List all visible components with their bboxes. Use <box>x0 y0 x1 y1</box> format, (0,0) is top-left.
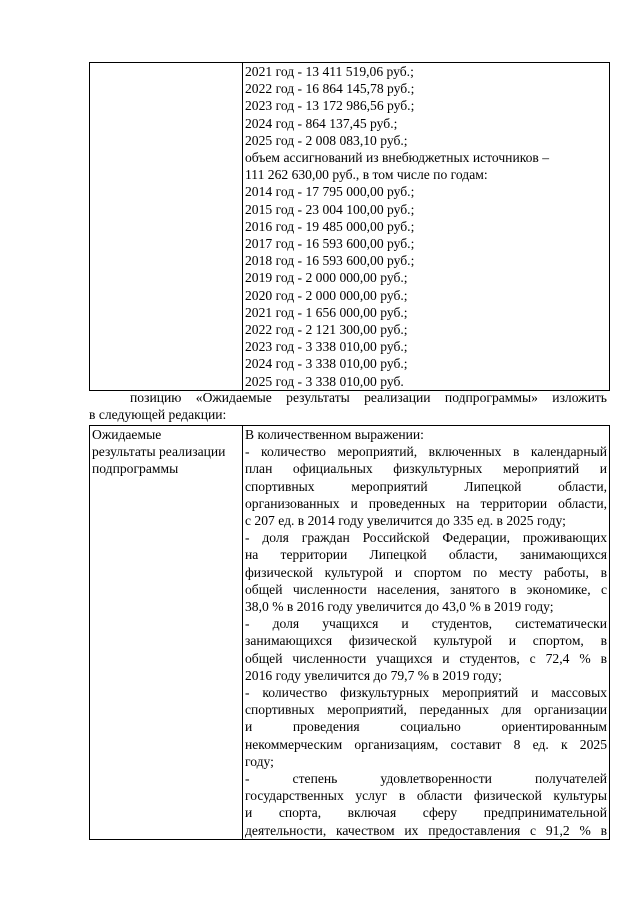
funding-line: 2015 год - 23 004 100,00 руб.; <box>245 201 415 217</box>
result-line: на территории Липецкой области, занимающихся <box>245 547 607 563</box>
result-line: государственных услуг в области физической культуры <box>245 788 607 804</box>
result-line: - количество мероприятий, включенных в календарный <box>245 444 607 460</box>
funding-line: 2024 год - 864 137,45 руб.; <box>245 115 398 131</box>
paragraph-line: позицию «Ожидаемые результаты реализации подпрограммы» изложить <box>130 390 607 405</box>
row-label-line: подпрограммы <box>92 461 179 477</box>
funding-line: 2021 год - 1 656 000,00 руб.; <box>245 304 408 320</box>
funding-line: 111 262 630,00 руб., в том числе по годам: <box>245 167 488 183</box>
funding-line: 2022 год - 2 121 300,00 руб.; <box>245 322 408 338</box>
funding-line: 2018 год - 16 593 600,00 руб.; <box>245 253 415 269</box>
result-line: - доля граждан Российской Федерации, проживающих <box>245 530 607 546</box>
result-line: В количественном выражении: <box>245 427 424 442</box>
table-row <box>90 63 610 391</box>
result-line: организованных и проведенных на территории области, <box>245 495 607 511</box>
funding-line: 2019 год - 2 000 000,00 руб.; <box>245 270 408 286</box>
instruction-paragraph <box>89 389 607 423</box>
table-cell-left <box>90 426 243 840</box>
funding-line: 2024 год - 3 338 010,00 руб.; <box>245 356 408 372</box>
result-line: общей численности учащихся и студентов, с 72,4 % в <box>245 650 607 666</box>
result-line: - степень удовлетворенности получателей <box>245 771 607 787</box>
funding-line: 2014 год - 17 795 000,00 руб.; <box>245 184 415 200</box>
funding-line: объем ассигнований из внебюджетных источников – <box>245 150 550 166</box>
result-line: и проведения социально ориентированным <box>245 719 607 735</box>
funding-line: 2023 год - 3 338 010,00 руб.; <box>245 339 408 355</box>
table-cell-right <box>243 426 610 840</box>
funding-line: 2021 год - 13 411 519,06 руб.; <box>245 64 414 79</box>
expected-results-table <box>89 425 610 840</box>
result-line: - количество физкультурных мероприятий и массовых <box>245 685 607 701</box>
table-cell-right <box>243 63 610 391</box>
result-line: общей численности населения, занятого в экономике, с <box>245 581 607 597</box>
result-line: 38,0 % в 2016 году увеличится до 43,0 % в 2019 году; <box>245 599 554 615</box>
result-line: план официальных физкультурных мероприятий и <box>245 461 607 477</box>
table-cell-left <box>90 63 243 391</box>
funding-line: 2023 год - 13 172 986,56 руб.; <box>245 98 415 114</box>
result-line: некоммерческим организациям, составит 8 ед. к 2025 <box>245 736 607 752</box>
funding-line: 2025 год - 3 338 010,00 руб. <box>245 373 404 389</box>
result-line: - доля учащихся и студентов, систематически <box>245 616 607 632</box>
result-line: спортивных мероприятий Липецкой области, <box>245 478 607 494</box>
funding-line: 2017 год - 16 593 600,00 руб.; <box>245 236 415 252</box>
result-line: деятельности, качеством их предоставления с 91,2 % в <box>245 822 607 838</box>
row-label-line: результаты реализации <box>92 444 226 460</box>
row-label-line: Ожидаемые <box>92 427 162 442</box>
result-line: спортивных мероприятий, переданных для организации <box>245 702 607 718</box>
funding-line: 2020 год - 2 000 000,00 руб.; <box>245 287 408 303</box>
result-line: и спорта, включая сферу предпринимательной <box>245 805 607 821</box>
result-line: занимающихся физической культурой и спортом, в <box>245 633 607 649</box>
result-line: с 207 ед. в 2014 году увеличится до 335 ед. в 2025 году; <box>245 513 566 529</box>
paragraph-line: в следующей редакции: <box>89 407 227 423</box>
result-line: 2016 году увеличится до 79,7 % в 2019 году; <box>245 667 502 683</box>
funding-line: 2022 год - 16 864 145,78 руб.; <box>245 81 415 97</box>
result-line: году; <box>245 753 274 769</box>
result-line: физической культурой и спортом по месту работы, в <box>245 564 607 580</box>
funding-line: 2025 год - 2 008 083,10 руб.; <box>245 132 408 148</box>
funding-line: 2016 год - 19 485 000,00 руб.; <box>245 218 415 234</box>
table-row <box>90 426 610 840</box>
funding-table <box>89 62 610 391</box>
